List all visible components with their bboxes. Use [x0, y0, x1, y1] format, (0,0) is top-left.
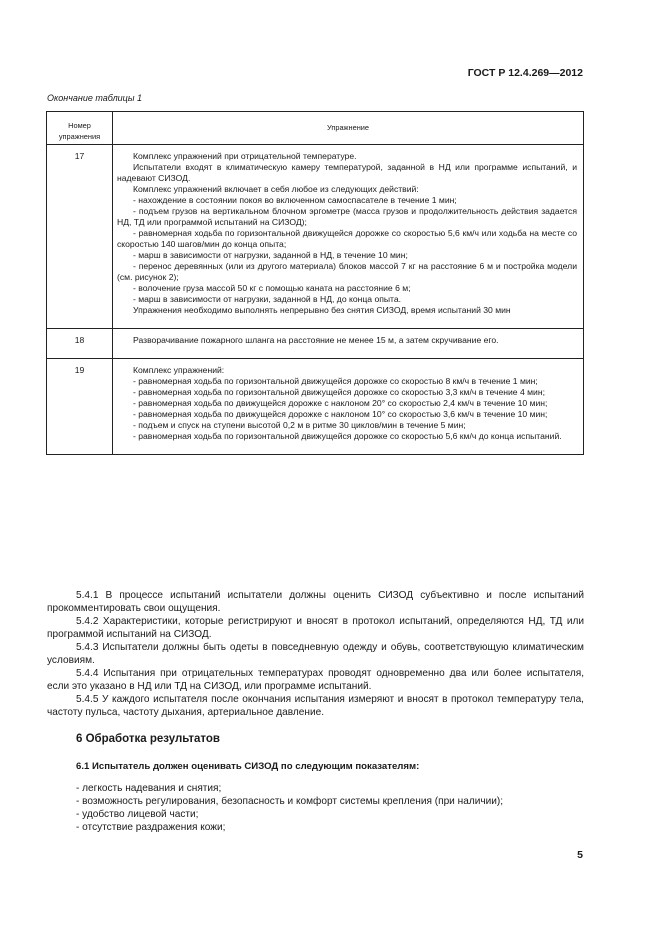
exercise-line: - перенос деревянных (или из другого материала) блоков массой 7 кг на расстояние 6 м и постройка модели (см. рисунок 2);: [117, 261, 577, 282]
section-title: 6 Обработка результатов: [76, 733, 220, 745]
table-row: [47, 329, 584, 359]
table-row: [47, 359, 584, 455]
exercise-line: Испытатели входят в климатическую камеру температурой, заданной в НД или программе испытаний, и надевают СИЗОД.: [117, 162, 577, 183]
paragraph: 5.4.4 Испытания при отрицательных температурах проводят одновременно два или более испытателя, если это указано в НД или ТД на СИЗОД, или программе испытаний.: [47, 668, 584, 692]
exercise-description: [113, 329, 584, 359]
exercise-table: [46, 111, 584, 455]
table-header-row: [47, 112, 584, 145]
subsection-title: 6.1 Испытатель должен оценивать СИЗОД по следующим показателям:: [76, 761, 420, 772]
exercise-line: - равномерная ходьба по горизонтальной движущейся дорожке со скоростью 5,6 км/ч до конца испытаний.: [133, 431, 562, 441]
exercise-line: - равномерная ходьба по движущейся дорожке с наклоном 20° со скоростью 2,4 км/ч в течение 10 мин;: [133, 398, 548, 408]
criteria-list: [76, 782, 503, 834]
paragraph: 5.4.5 У каждого испытателя после окончания испытания измеряют и вносят в протокол температуру тела, частоту пульса, частоту дыхания, артериальное давление.: [47, 694, 584, 718]
exercise-line: Разворачивание пожарного шланга на расстояние не менее 15 м, а затем скручивание его.: [133, 335, 499, 345]
table-row: [47, 145, 584, 329]
exercise-number: 19: [47, 359, 113, 455]
document-code: ГОСТ Р 12.4.269—2012: [467, 67, 583, 79]
list-item: - возможность регулирования, безопасность и комфорт системы крепления (при наличии);: [76, 796, 504, 807]
test-procedure-text: [47, 589, 584, 719]
page-number: 5: [577, 849, 583, 861]
paragraph: 5.4.3 Испытатели должны быть одеты в повседневную одежду и обувь, соответствующую климатическим условиям.: [47, 642, 584, 666]
exercise-description: [113, 359, 584, 455]
exercise-number: 17: [47, 145, 113, 329]
exercise-description: [113, 145, 584, 329]
exercise-line: Комплекс упражнений включает в себя любое из следующих действий:: [133, 184, 419, 194]
exercise-line: - марш в зависимости от нагрузки, заданной в НД, до конца опыта.: [133, 294, 402, 304]
exercise-line: - подъем и спуск на ступени высотой 0,2 м в ритме 30 циклов/мин в течение 5 мин;: [133, 420, 466, 430]
exercise-line: - равномерная ходьба по горизонтальной движущейся дорожке со скоростью 3,3 км/ч в течение 4 мин;: [133, 387, 545, 397]
list-item: - легкость надевания и снятия;: [76, 783, 222, 794]
exercise-line: - равномерная ходьба по движущейся дорожке с наклоном 10° со скоростью 3,6 км/ч в течение 10 мин;: [133, 409, 548, 419]
table-caption: Окончание таблицы 1: [47, 93, 142, 103]
exercise-line: - марш в зависимости от нагрузки, заданной в НД, в течение 10 мин;: [133, 250, 408, 260]
exercise-line: Комплекс упражнений:: [133, 365, 225, 375]
column-header-exercise: Упражнение: [113, 112, 584, 145]
exercise-line: - равномерная ходьба по горизонтальной движущейся дорожке со скоростью 8 км/ч в течение 1 мин;: [133, 376, 538, 386]
exercise-line: - нахождение в состоянии покоя во включенном самоспасателе в течение 1 мин;: [133, 195, 457, 205]
list-item: - отсутствие раздражения кожи;: [76, 822, 226, 833]
paragraph: 5.4.1 В процессе испытаний испытатели должны оценить СИЗОД субъективно и после испытаний прокомментировать свои ощущения.: [47, 590, 584, 614]
column-header-number: Номер упражнения: [47, 112, 113, 145]
exercise-line: - равномерная ходьба по горизонтальной движущейся дорожке со скоростью 5,6 км/ч или ходьба на месте со скоростью 140 шагов/мин до конца опыта;: [117, 228, 577, 249]
exercise-line: Упражнения необходимо выполнять непрерывно без снятия СИЗОД, время испытаний 30 мин: [133, 305, 511, 315]
paragraph: 5.4.2 Характеристики, которые регистрируют и вносят в протокол испытаний, определяются НД, ТД или программой испытаний на СИЗОД.: [47, 616, 584, 640]
exercise-line: - подъем грузов на вертикальном блочном эргометре (масса грузов и продолжительность действия задается НД, ТД или программой испытаний на СИЗОД);: [117, 206, 577, 227]
exercise-number: 18: [47, 329, 113, 359]
list-item: - удобство лицевой части;: [76, 809, 199, 820]
exercise-line: Комплекс упражнений при отрицательной температуре.: [133, 151, 357, 161]
exercise-line: - волочение груза массой 50 кг с помощью каната на расстояние 6 м;: [133, 283, 411, 293]
